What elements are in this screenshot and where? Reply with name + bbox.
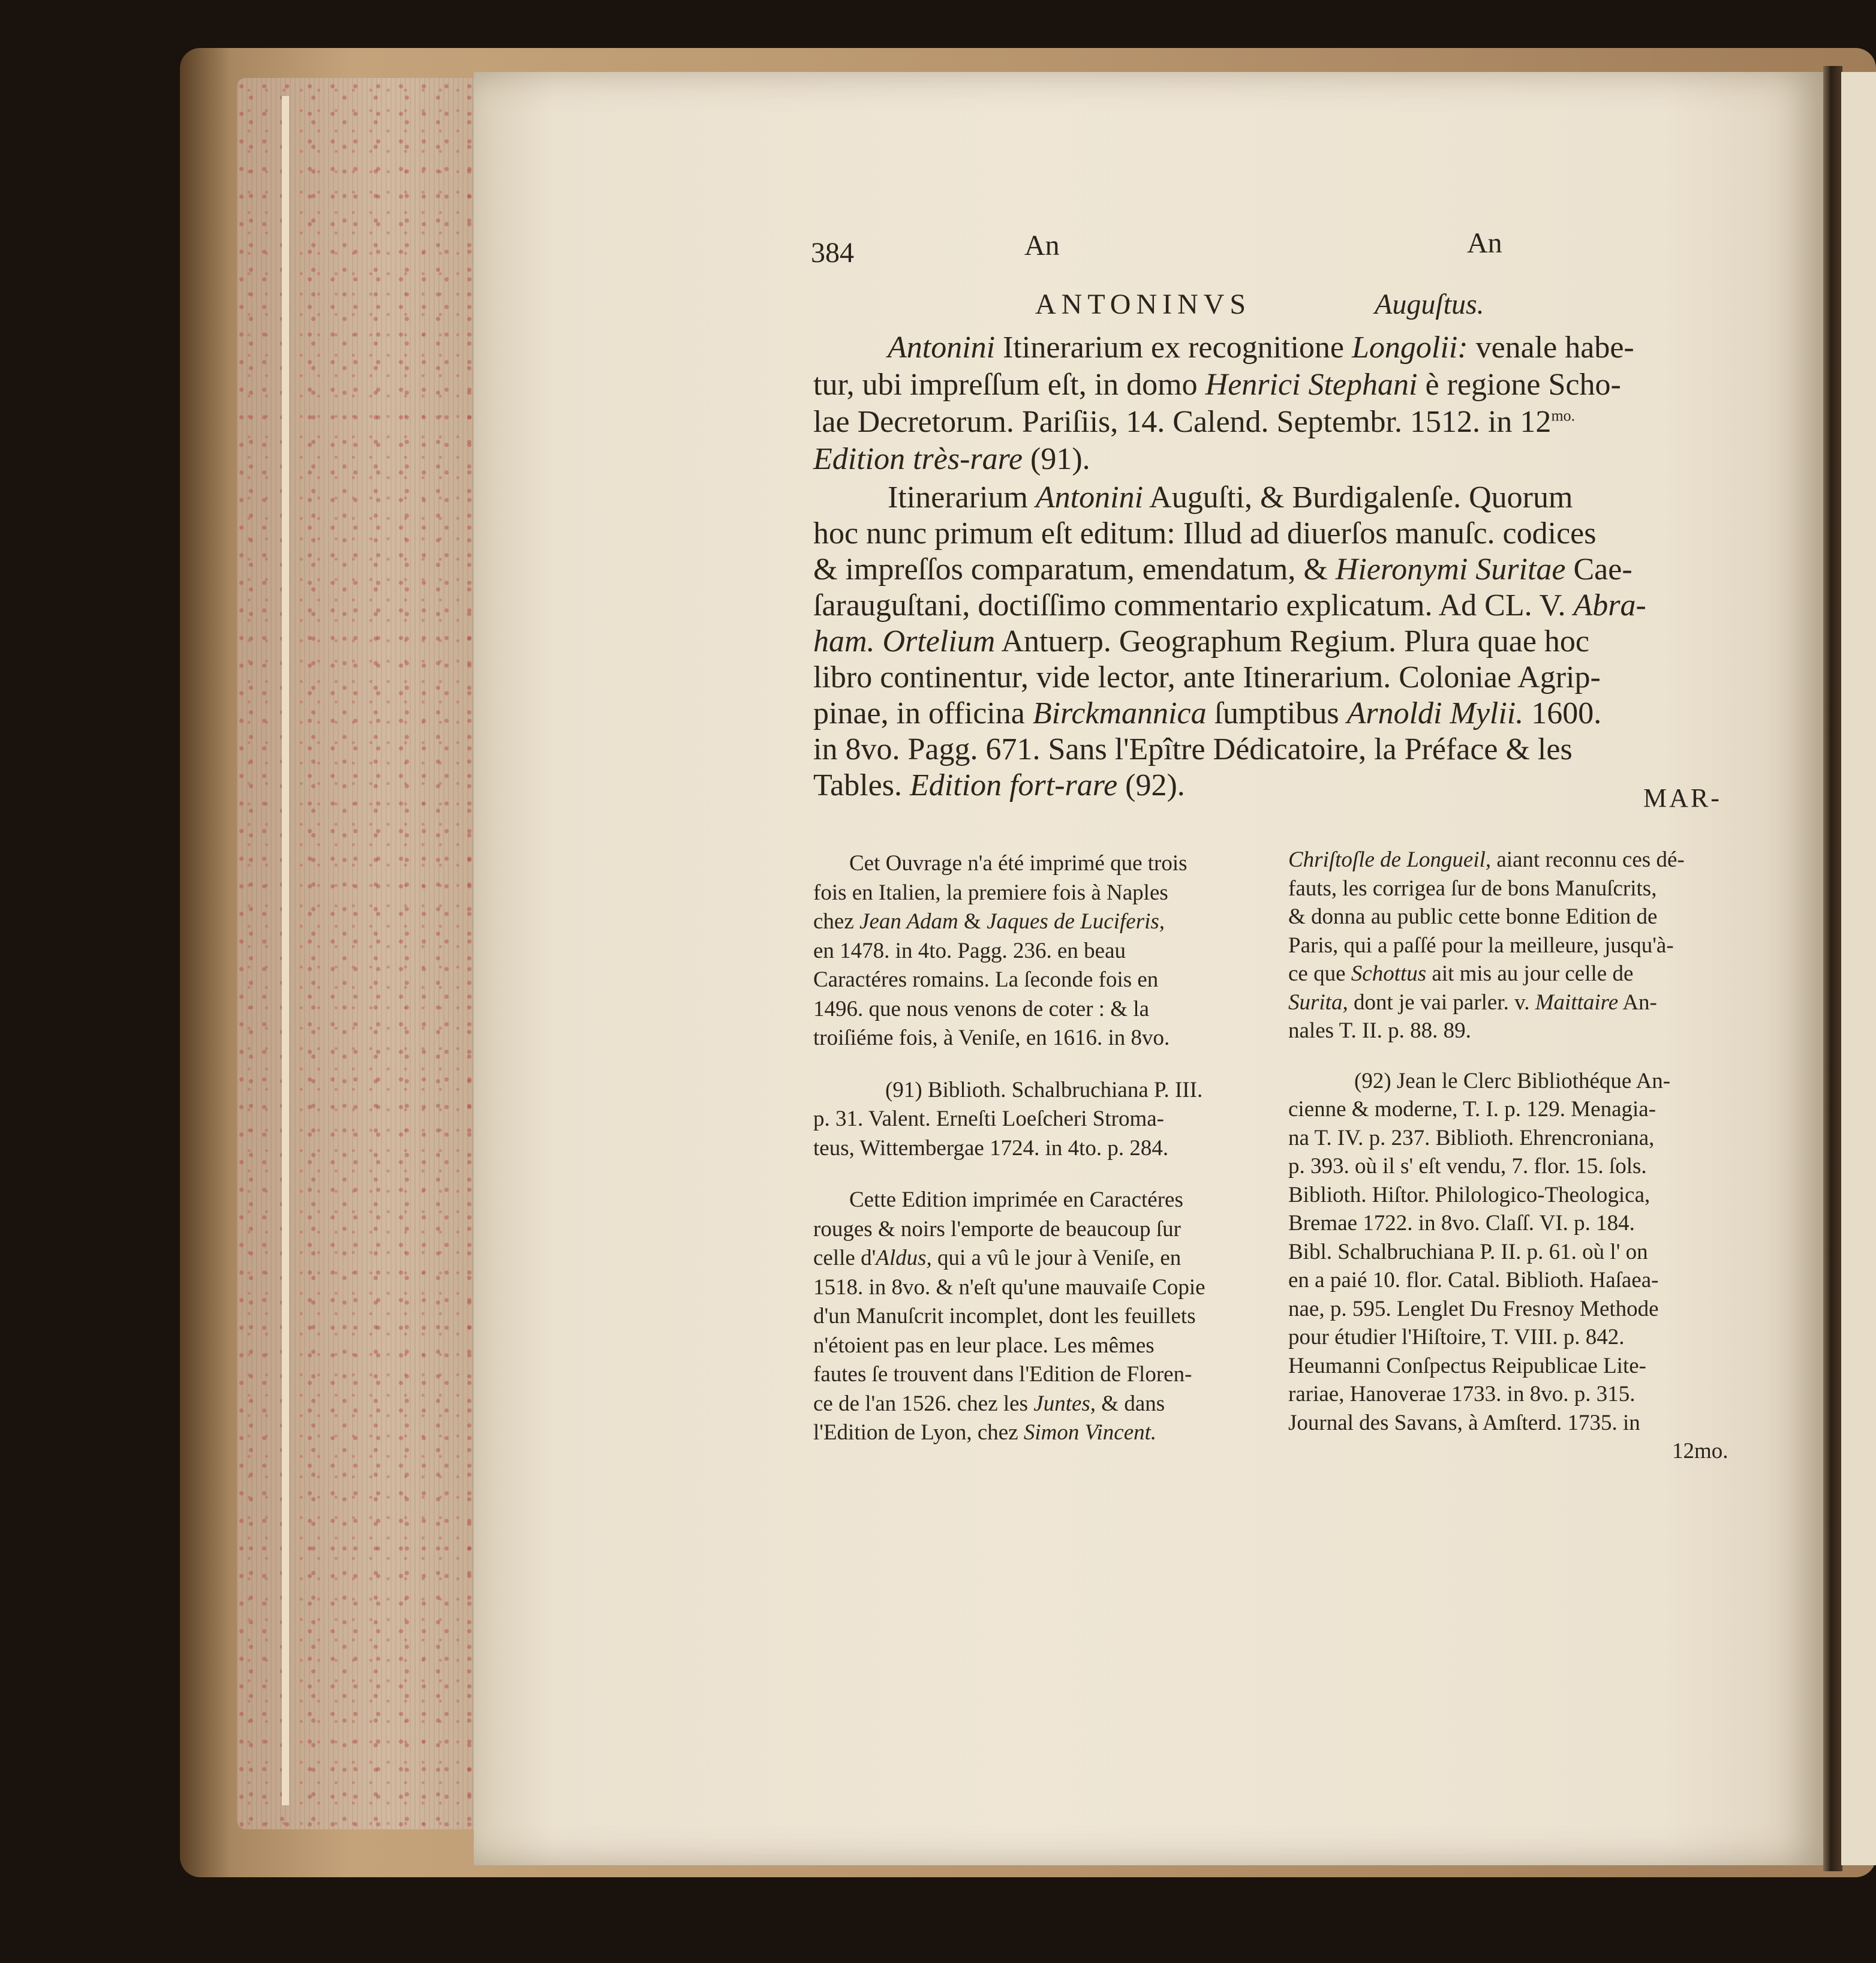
text-span: en a paié 10. flor. Catal. Biblioth. Haſaea- — [1288, 1268, 1659, 1292]
text-span: & dans — [1096, 1391, 1165, 1416]
italic-text: Edition fort-rare — [909, 768, 1118, 802]
text-span: d'un Manuſcrit incomplet, dont les feuillets — [813, 1304, 1196, 1328]
text-line — [1288, 1324, 1625, 1350]
text-line — [813, 909, 1165, 934]
text-line — [1288, 1381, 1635, 1407]
text-span: n'étoient pas en leur place. Les mêmes — [813, 1333, 1155, 1358]
text-span: ſarauguſtani, doctiſſimo commentario explicatum. Ad CL. V. — [813, 588, 1574, 623]
text-line — [1288, 1267, 1659, 1293]
text-span: rariae, Hanoverae 1733. in 8vo. p. 315. — [1288, 1382, 1636, 1406]
text-span: pour étudier l'Hiſtoire, T. VIII. p. 842. — [1288, 1325, 1625, 1349]
italic-text: Hieronymi Suritae — [1335, 552, 1566, 587]
catchword: MAR- — [1643, 783, 1722, 813]
text-span: Journal des Savans, à Amſterd. 1735. in — [1288, 1410, 1640, 1435]
text-line — [1288, 1018, 1471, 1044]
text-span: ce que — [1288, 961, 1351, 986]
text-line — [1288, 1210, 1635, 1236]
text-span: chez — [813, 909, 860, 934]
text-span: (92) Jean le Clerc Bibliothéque An- — [1354, 1068, 1671, 1093]
italic-text: Aldus, — [876, 1246, 932, 1270]
text-line — [813, 660, 1601, 695]
text-span: teus, Wittembergae 1724. in 4to. p. 284. — [813, 1135, 1169, 1161]
text-span: troiſiéme fois, à Veniſe, en 1616. in 8vo. — [813, 1026, 1170, 1050]
text-span: Cae- — [1565, 552, 1633, 587]
text-span: aiant reconnu ces dé- — [1491, 847, 1685, 872]
text-line — [1288, 847, 1685, 873]
text-line — [813, 938, 1126, 964]
text-span: nales T. II. p. 88. 89. — [1288, 1018, 1471, 1043]
book-gutter — [1823, 66, 1842, 1871]
text-line — [813, 696, 1601, 731]
text-line — [813, 1333, 1155, 1358]
italic-text: Surita, — [1288, 990, 1348, 1015]
text-line — [1288, 1182, 1650, 1208]
page-number: 384 — [811, 237, 854, 269]
italic-text: Schottus — [1351, 961, 1427, 986]
text-span: & impreſſos comparatum, emendatum, & — [813, 552, 1336, 587]
text-line — [813, 1361, 1192, 1387]
text-line — [813, 1025, 1170, 1051]
text-line — [813, 441, 1090, 477]
text-span: tur, ubi impreſſum eſt, in domo — [813, 368, 1205, 402]
text-line — [1288, 1239, 1648, 1265]
text-span: Heumanni Conſpectus Reipublicae Lite- — [1288, 1353, 1646, 1378]
text-span: en 1478. in 4to. Pagg. 236. en beau — [813, 938, 1126, 963]
text-span: dont je vai parler. v. — [1348, 990, 1535, 1015]
text-span: cienne & moderne, T. I. p. 129. Menagia- — [1288, 1097, 1656, 1122]
text-span: Antuerp. Geographum Regium. Plura quae hoc — [995, 624, 1589, 659]
text-line — [813, 588, 1646, 623]
text-span: Itinerarium — [888, 480, 1036, 515]
text-span: An- — [1618, 990, 1657, 1015]
text-span: & — [958, 909, 987, 934]
text-line — [1288, 1096, 1656, 1122]
text-line — [1672, 1438, 1728, 1464]
text-span: (92). — [1117, 768, 1185, 802]
text-line — [813, 1245, 1181, 1271]
text-span: p. 393. où il s' eſt vendu, 7. flor. 15. ſols. — [1288, 1154, 1647, 1179]
text-line — [813, 1303, 1196, 1329]
text-line — [813, 552, 1633, 587]
text-line — [813, 367, 1621, 402]
entry-title-italic: Auguſtus. — [1375, 288, 1484, 320]
page-edges — [237, 78, 489, 1829]
text-line — [813, 1420, 1156, 1445]
italic-text: Birckmannica — [1032, 696, 1207, 731]
text-span: fautes ſe trouvent dans l'Edition de Floren- — [813, 1362, 1192, 1387]
text-line — [813, 967, 1158, 993]
text-span: in 8vo. Pagg. 671. Sans l'Epître Dédicatoire, la Préface & les — [813, 732, 1573, 766]
text-span: hoc nunc primum eſt editum: Illud ad diuerſos manuſc. codices — [813, 516, 1597, 551]
text-span: mo. — [1551, 407, 1576, 425]
text-span: celle d' — [813, 1246, 876, 1270]
text-line — [1288, 961, 1633, 987]
text-line — [813, 768, 1185, 803]
text-span: fauts, les corrigea ſur de bons Manuſcrits, — [1288, 876, 1657, 901]
text-span: 12mo. — [1672, 1439, 1728, 1463]
italic-text: Simon Vincent. — [1023, 1420, 1157, 1445]
text-line — [1288, 990, 1657, 1015]
text-line — [813, 624, 1589, 659]
text-line — [813, 404, 1575, 440]
text-span: Biblioth. Hiſtor. Philologico-Theologica, — [1288, 1182, 1650, 1207]
text-line — [1288, 1410, 1640, 1436]
italic-text: Antonini — [888, 330, 996, 365]
italic-text: Arnoldi Mylii. — [1346, 696, 1524, 731]
text-span: & donna au public cette bonne Edition de — [1288, 904, 1658, 929]
text-line — [1288, 876, 1656, 901]
text-span: Paris, qui a paſſé pour la meilleure, jusqu'à- — [1288, 933, 1674, 958]
text-line — [813, 516, 1596, 551]
italic-text: Maittaire — [1535, 990, 1619, 1015]
italic-text: Jaques de Luciferis, — [987, 909, 1165, 934]
text-line — [1288, 1125, 1654, 1151]
text-line — [813, 880, 1168, 906]
text-span: rouges & noirs l'emporte de beaucoup ſur — [813, 1216, 1181, 1241]
entry-title: ANTONINVS — [1035, 288, 1252, 320]
text-line — [813, 732, 1573, 767]
running-head-right: An — [1467, 227, 1502, 259]
text-span: Caractéres romains. La ſeconde fois en — [813, 967, 1159, 992]
text-span: ſumptibus — [1206, 696, 1347, 731]
italic-text: Henrici Stephani — [1205, 368, 1418, 402]
text-line — [813, 1391, 1165, 1417]
text-line — [813, 1274, 1205, 1300]
text-span: 1496. que nous venons de coter : & la — [813, 996, 1150, 1021]
text-line — [888, 480, 1573, 515]
text-line — [1288, 904, 1657, 930]
text-line — [849, 1187, 1183, 1213]
page-edge-highlight — [282, 96, 289, 1805]
text-line — [885, 1077, 1202, 1103]
text-span: 1600. — [1523, 696, 1602, 731]
text-span: libro continentur, vide lector, ante Itinerarium. Coloniae Agrip- — [813, 660, 1601, 695]
text-span: Bibl. Schalbruchiana P. II. p. 61. où l' on — [1288, 1239, 1648, 1264]
text-line — [849, 850, 1187, 876]
text-span: qui a vû le jour à Veniſe, en — [931, 1246, 1181, 1270]
text-line — [813, 1216, 1181, 1242]
text-line — [1288, 933, 1674, 958]
text-line — [888, 330, 1634, 365]
text-span: Itinerarium ex recognitione — [995, 330, 1352, 365]
italic-text: Juntes, — [1033, 1391, 1096, 1416]
text-line — [1288, 1353, 1646, 1379]
text-span: Bremae 1722. in 8vo. Claſſ. VI. p. 184. — [1288, 1211, 1635, 1235]
facing-page-edge — [1841, 72, 1876, 1865]
text-span: Tables. — [813, 768, 910, 802]
text-line — [1288, 1296, 1659, 1322]
text-line — [813, 1106, 1164, 1132]
text-line — [1288, 1153, 1647, 1179]
text-line — [1354, 1068, 1670, 1094]
text-line — [813, 996, 1149, 1022]
text-span: Cet Ouvrage n'a été imprimé que trois — [849, 851, 1187, 876]
text-span: na T. IV. p. 237. Biblioth. Ehrencroniana, — [1288, 1125, 1655, 1150]
text-span: è regione Scho- — [1417, 368, 1621, 402]
italic-text: Antonini — [1035, 480, 1144, 515]
text-span: Cette Edition imprimée en Caractéres — [849, 1188, 1183, 1212]
text-span: ce de l'an 1526. chez les — [813, 1391, 1034, 1416]
text-span: venale habe- — [1468, 330, 1634, 365]
text-span: nae, p. 595. Lenglet Du Fresnoy Methode — [1288, 1296, 1659, 1321]
text-span: p. 31. Valent. Erneſti Loeſcheri Stroma- — [813, 1107, 1164, 1131]
text-span: ait mis au jour celle de — [1426, 961, 1634, 986]
text-span: fois en Italien, la premiere fois à Naples — [813, 880, 1168, 905]
text-span: (91) Biblioth. Schalbruchiana P. III. — [885, 1077, 1203, 1102]
text-span: lae Decretorum. Pariſiis, 14. Calend. Septembr. 1512. in 12 — [813, 405, 1552, 439]
italic-text: Jean Adam — [859, 909, 958, 934]
italic-text: Abra- — [1573, 588, 1646, 623]
italic-text: Longolii: — [1352, 330, 1468, 365]
text-span: (91). — [1023, 442, 1090, 476]
running-head-left: An — [1024, 230, 1060, 261]
italic-text: Edition très-rare — [813, 442, 1023, 476]
italic-text: Chriſtoſle de Longueil, — [1288, 847, 1492, 872]
text-span: pinae, in officina — [813, 696, 1033, 731]
text-span: Auguſti, & Burdigalenſe. Quorum — [1143, 480, 1573, 515]
text-span: l'Edition de Lyon, chez — [813, 1420, 1024, 1445]
text-span: 1518. in 8vo. & n'eſt qu'une mauvaiſe Copie — [813, 1274, 1205, 1300]
text-line — [813, 1135, 1168, 1161]
italic-text: ham. Ortelium — [813, 624, 996, 659]
